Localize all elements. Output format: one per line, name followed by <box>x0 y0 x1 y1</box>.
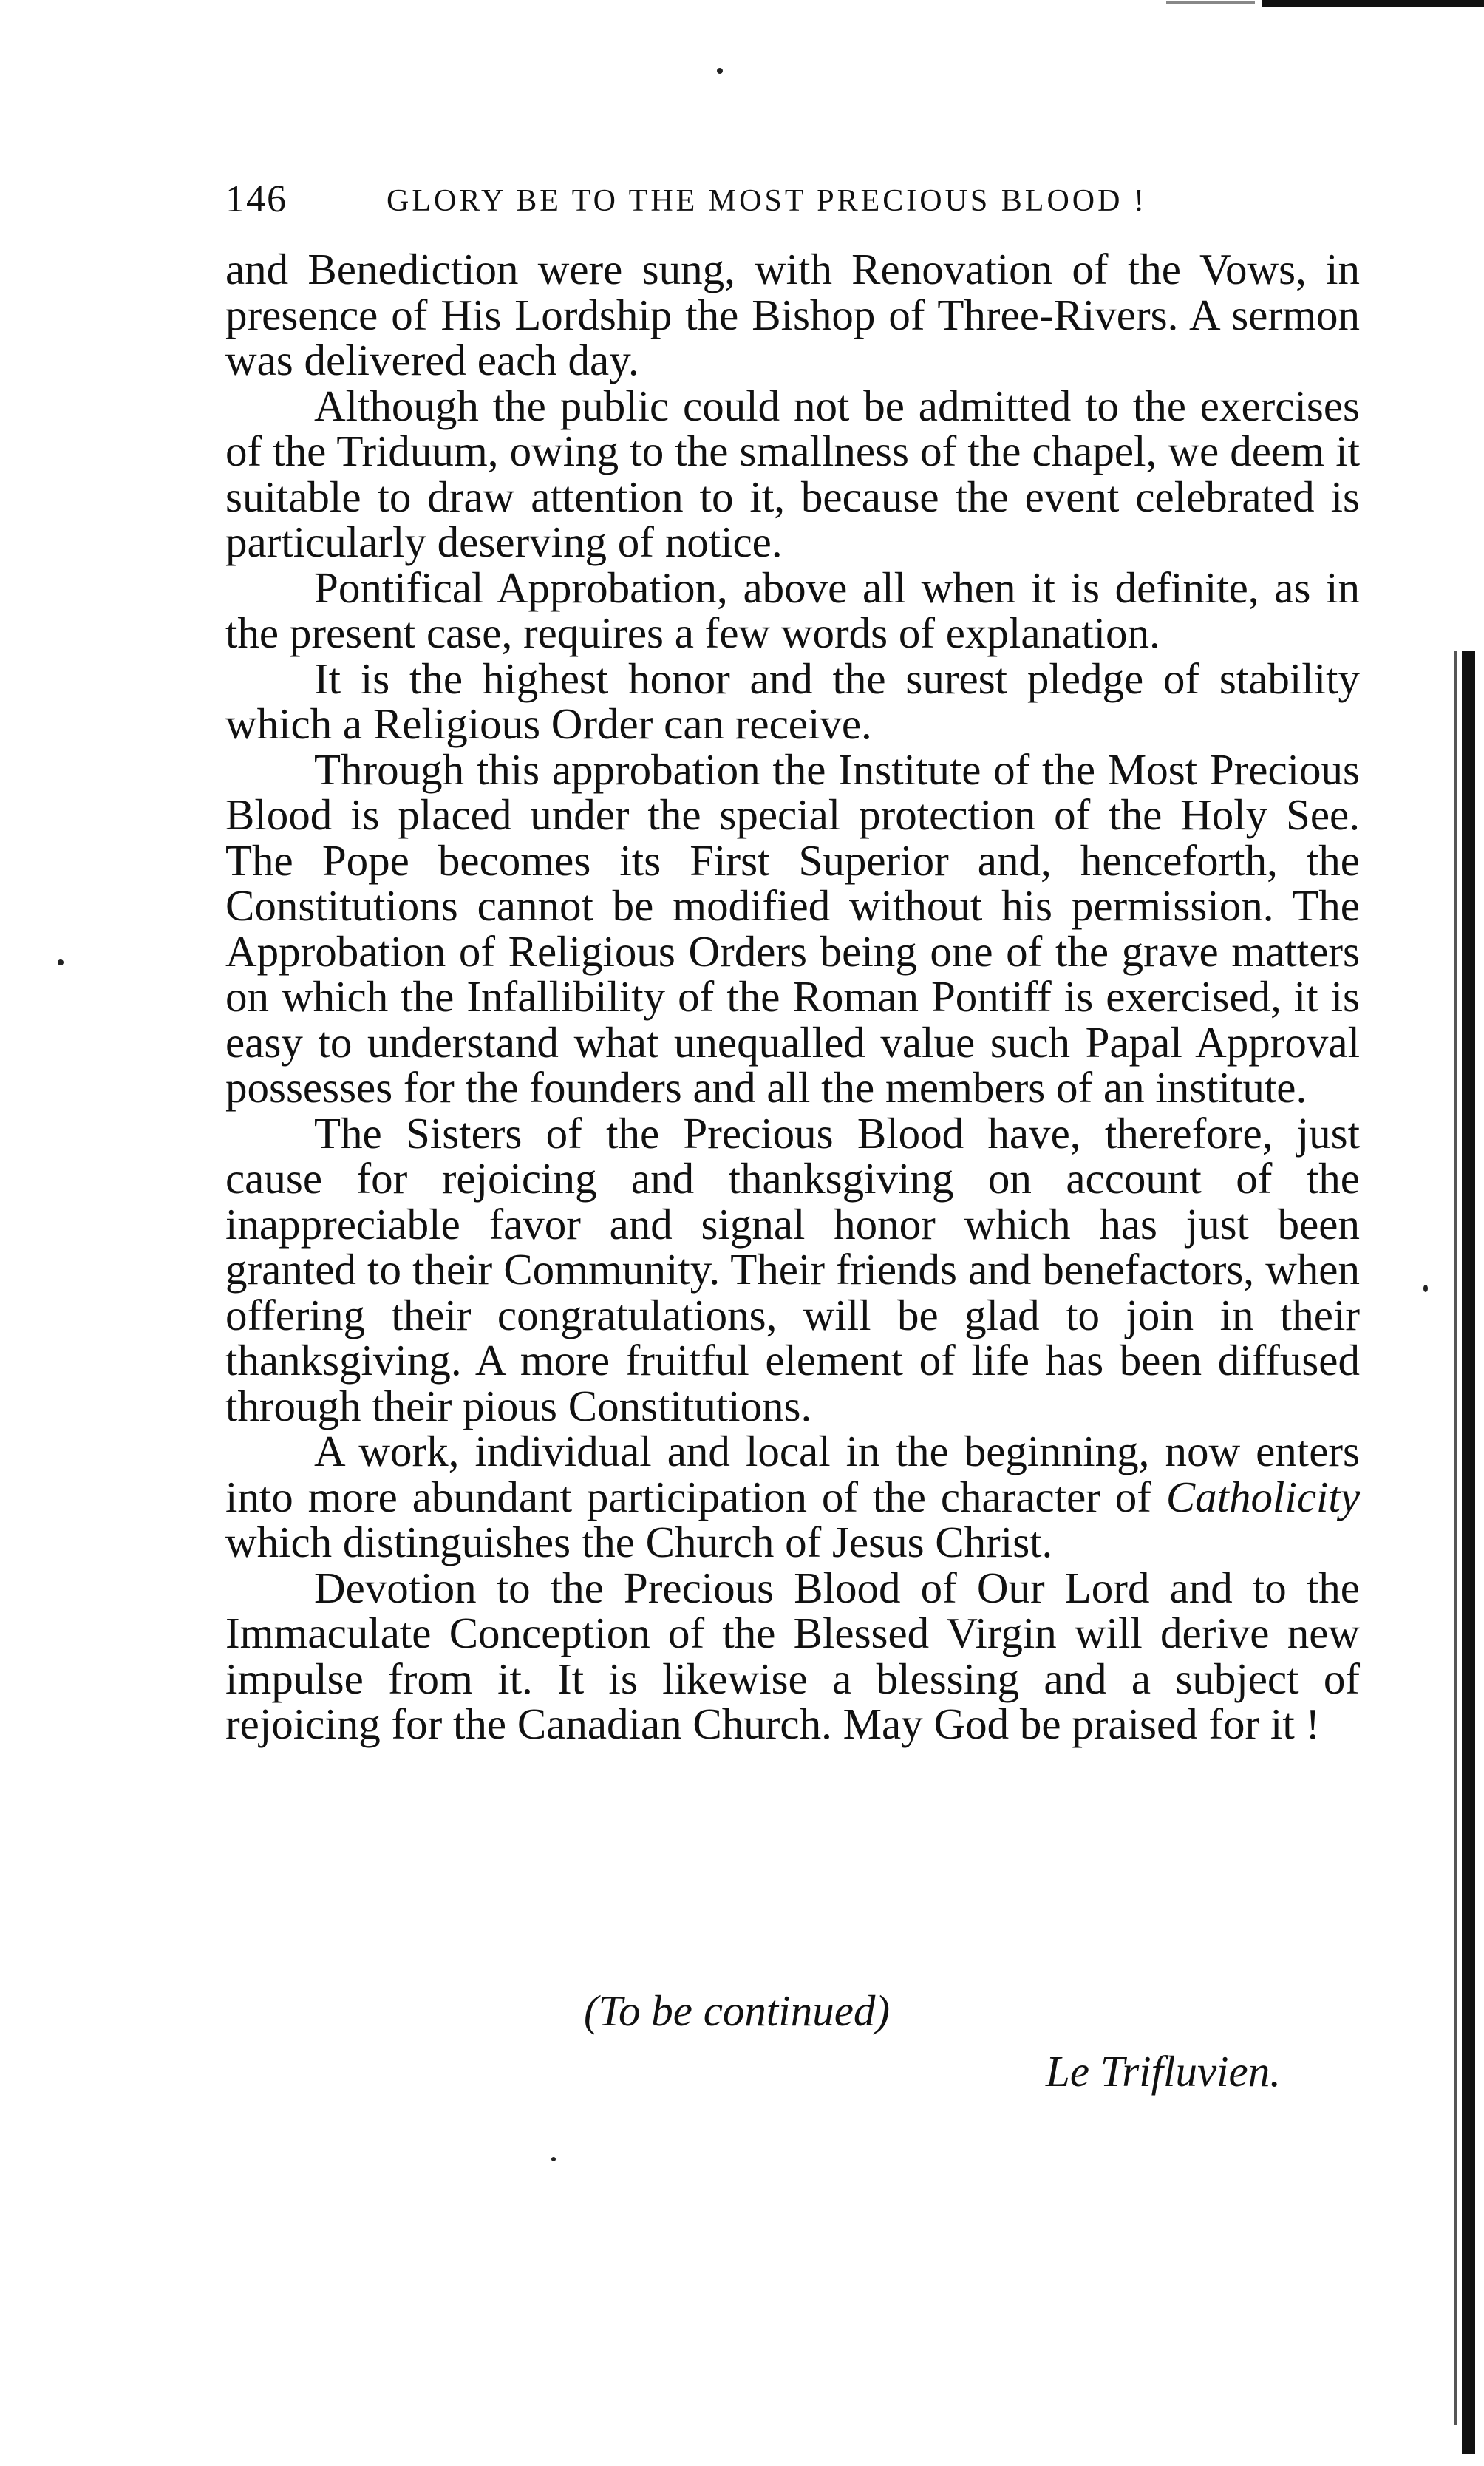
scan-edge-right-faint <box>1454 651 1457 2425</box>
body-paragraph: It is the highest honor and the surest pledge of stability which a Religious Order can receive. <box>225 653 1360 748</box>
body-paragraph: and Benediction were sung, with Renovation of the Vows, in presence of His Lordship the Bishop of Three-Rivers. A sermon was delivered each day. <box>225 245 1360 384</box>
body-paragraph: Devotion to the Precious Blood of Our Lord and to the Immaculate Conception of the Blessed Virgin will derive new impulse from it. It is likewise a blessing and a subject of rejoicing for the Canadian Church. May God be praised for it ! <box>225 1563 1360 1748</box>
running-header <box>225 177 1208 229</box>
running-head-title: GLORY BE TO THE MOST PRECIOUS BLOOD ! <box>387 184 1147 218</box>
body-paragraph: The Sisters of the Precious Blood have, therefore, just cause for rejoicing and thanksgiving on account of the inappreciable favor and signal honor which has just been granted to their Community. Their friends and benefactors, when offering their congratulations, will be glad to join in their thanksgiving. A more fruitful element of life has been diffused through their pious Constitutions. <box>225 1108 1360 1430</box>
article-body <box>225 247 1360 1747</box>
paragraph-text: A work, individual and local in the beginning, now enters into more abundant participation of the character of <box>225 1427 1360 1521</box>
scan-speck <box>1423 1285 1428 1292</box>
scan-edge-top-faint <box>1166 1 1255 4</box>
page-number: 146 <box>225 178 287 220</box>
body-paragraph: Pontifical Approbation, above all when it is definite, as in the present case, requires a few words of explanation. <box>225 563 1360 657</box>
body-paragraph: Although the public could not be admitted to the exercises of the Triduum, owing to the smallness of the chapel, we deem it suitable to draw attention to it, because the event celebrated is particularly deserving of notice. <box>225 381 1360 566</box>
scan-speck <box>551 2157 556 2161</box>
paragraph-text: which distinguishes the Church of Jesus Christ. <box>225 1518 1053 1566</box>
scan-edge-right <box>1462 651 1475 2454</box>
author-signature: Le Trifluvien. <box>1046 2047 1281 2096</box>
body-paragraph: Through this approbation the Institute of the Most Precious Blood is placed under the special protection of the Holy See. The Pope becomes its First Superior and, henceforth, the Constitutions cannot be modified without his permission. The Approbation of Religious Orders being one of the grave matters on which the Infallibility of the Roman Pontiff is exercised, it is easy to understand what unequalled value such Papal Approval possesses for the founders and all the members of an institute. <box>225 744 1360 1112</box>
scan-speck <box>58 959 64 965</box>
to-be-continued-note: (To be continued) <box>584 1986 891 2035</box>
emphasized-word: Catholicity <box>1165 1472 1360 1521</box>
scan-speck <box>717 68 723 74</box>
scan-edge-top <box>1262 0 1484 7</box>
body-paragraph-catholicity <box>225 1429 1360 1566</box>
